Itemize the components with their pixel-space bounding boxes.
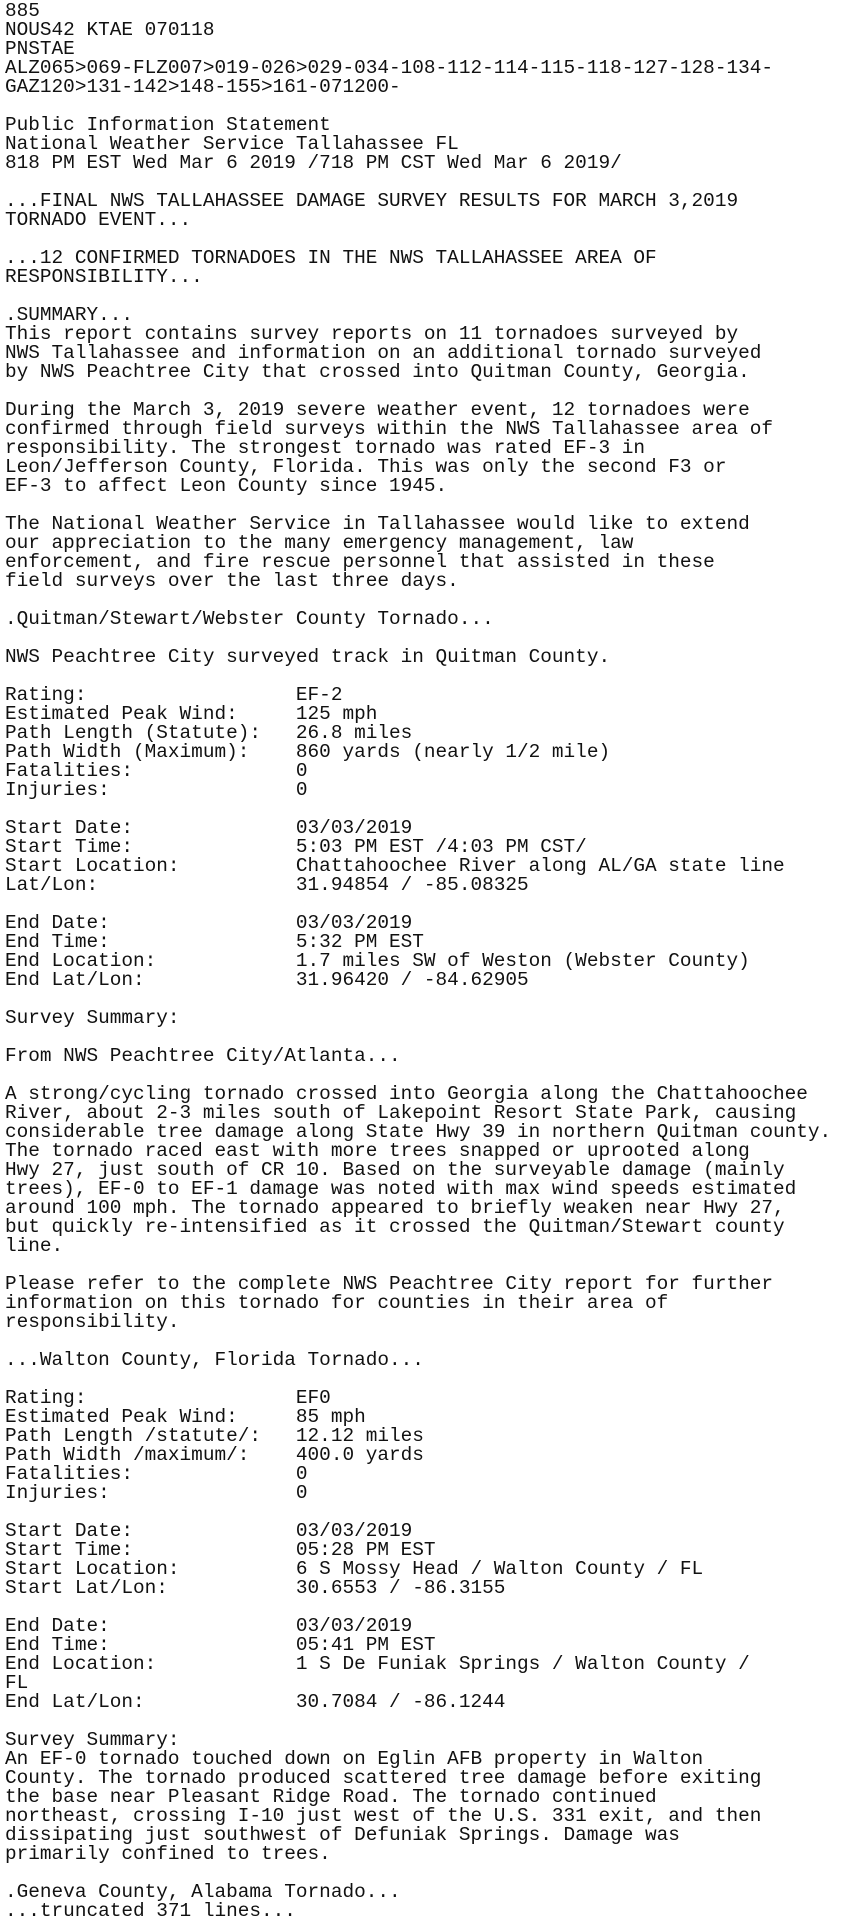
text-line: Rating: EF-2 <box>5 684 343 706</box>
text-line: Please refer to the complete NWS Peachtree City report for further <box>5 1273 773 1295</box>
text-line: considerable tree damage along State Hwy 39 in northern Quitman county. <box>5 1121 832 1143</box>
text-line: Survey Summary: <box>5 1729 180 1751</box>
text-line: trees), EF-0 to EF-1 damage was noted with max wind speeds estimated <box>5 1178 797 1200</box>
text-line: Start Lat/Lon: 30.6553 / -86.3155 <box>5 1577 506 1599</box>
text-line: Fatalities: 0 <box>5 760 308 782</box>
text-line: NWS Tallahassee and information on an additional tornado surveyed <box>5 342 762 364</box>
text-line: End Time: 05:41 PM EST <box>5 1634 436 1656</box>
text-line: Start Time: 5:03 PM EST /4:03 PM CST/ <box>5 836 587 858</box>
text-line: End Location: 1.7 miles SW of Weston (Webster County) <box>5 950 750 972</box>
text-line: ...truncated 371 lines... <box>5 1900 296 1918</box>
text-line: responsibility. The strongest tornado was rated EF-3 in <box>5 437 645 459</box>
text-line: .Geneva County, Alabama Tornado... <box>5 1881 401 1903</box>
text-line: FL <box>5 1672 29 1694</box>
text-line: National Weather Service Tallahassee FL <box>5 133 459 155</box>
text-line: PNSTAE <box>5 38 75 60</box>
text-line: This report contains survey reports on 11 tornadoes surveyed by <box>5 323 739 345</box>
text-line: During the March 3, 2019 severe weather event, 12 tornadoes were <box>5 399 750 421</box>
text-line: EF-3 to affect Leon County since 1945. <box>5 475 448 497</box>
text-line: ALZ065>069-FLZ007>019-026>029-034-108-112-114-115-118-127-128-134- <box>5 57 773 79</box>
text-line: Estimated Peak Wind: 85 mph <box>5 1406 366 1428</box>
text-line: Start Date: 03/03/2019 <box>5 817 413 839</box>
text-line: ...Walton County, Florida Tornado... <box>5 1349 424 1371</box>
text-line: 885 <box>5 0 40 22</box>
text-line: TORNADO EVENT... <box>5 209 192 231</box>
text-line: Start Location: 6 S Mossy Head / Walton County / FL <box>5 1558 704 1580</box>
text-line: Injuries: 0 <box>5 1482 308 1504</box>
text-line: NWS Peachtree City surveyed track in Quitman County. <box>5 646 611 668</box>
text-line: .SUMMARY... <box>5 304 133 326</box>
text-line: ...12 CONFIRMED TORNADOES IN THE NWS TALLAHASSEE AREA OF <box>5 247 657 269</box>
text-line: around 100 mph. The tornado appeared to briefly weaken near Hwy 27, <box>5 1197 785 1219</box>
text-line: the base near Pleasant Ridge Road. The tornado continued <box>5 1786 657 1808</box>
text-line: Survey Summary: <box>5 1007 180 1029</box>
text-line: End Date: 03/03/2019 <box>5 1615 413 1637</box>
text-line: responsibility. <box>5 1311 180 1333</box>
text-line: Start Date: 03/03/2019 <box>5 1520 413 1542</box>
text-line: Lat/Lon: 31.94854 / -85.08325 <box>5 874 529 896</box>
text-line: our appreciation to the many emergency management, law <box>5 532 634 554</box>
text-line: but quickly re-intensified as it crossed the Quitman/Stewart county <box>5 1216 785 1238</box>
text-line: Path Width (Maximum): 860 yards (nearly 1/2 mile) <box>5 741 611 763</box>
text-line: enforcement, and fire rescue personnel that assisted in these <box>5 551 715 573</box>
text-line: Path Length /statute/: 12.12 miles <box>5 1425 424 1447</box>
text-line: dissipating just southwest of Defuniak Springs. Damage was <box>5 1824 680 1846</box>
text-line: County. The tornado produced scattered tree damage before exiting <box>5 1767 762 1789</box>
text-line: End Date: 03/03/2019 <box>5 912 413 934</box>
text-line: Estimated Peak Wind: 125 mph <box>5 703 378 725</box>
text-line: The National Weather Service in Tallahassee would like to extend <box>5 513 750 535</box>
text-line: Public Information Statement <box>5 114 331 136</box>
text-line: information on this tornado for counties in their area of <box>5 1292 669 1314</box>
text-line: An EF-0 tornado touched down on Eglin AFB property in Walton <box>5 1748 704 1770</box>
text-line: Fatalities: 0 <box>5 1463 308 1485</box>
text-line: Start Location: Chattahoochee River along AL/GA state line <box>5 855 785 877</box>
text-line: Leon/Jefferson County, Florida. This was only the second F3 or <box>5 456 727 478</box>
text-line: Rating: EF0 <box>5 1387 331 1409</box>
text-line: primarily confined to trees. <box>5 1843 331 1865</box>
text-line: 818 PM EST Wed Mar 6 2019 /718 PM CST Wed Mar 6 2019/ <box>5 152 622 174</box>
text-line: The tornado raced east with more trees snapped or uprooted along <box>5 1140 750 1162</box>
text-line: Path Length (Statute): 26.8 miles <box>5 722 413 744</box>
text-line: A strong/cycling tornado crossed into Georgia along the Chattahoochee <box>5 1083 808 1105</box>
text-line: GAZ120>131-142>148-155>161-071200- <box>5 76 401 98</box>
text-line: End Location: 1 S De Funiak Springs / Walton County / <box>5 1653 750 1675</box>
text-line: by NWS Peachtree City that crossed into Quitman County, Georgia. <box>5 361 750 383</box>
text-line: confirmed through field surveys within the NWS Tallahassee area of <box>5 418 773 440</box>
text-line: Injuries: 0 <box>5 779 308 801</box>
text-line: NOUS42 KTAE 070118 <box>5 19 215 41</box>
text-line: ...FINAL NWS TALLAHASSEE DAMAGE SURVEY RESULTS FOR MARCH 3,2019 <box>5 190 739 212</box>
text-line: End Lat/Lon: 30.7084 / -86.1244 <box>5 1691 506 1713</box>
text-line: .Quitman/Stewart/Webster County Tornado... <box>5 608 494 630</box>
text-line: northeast, crossing I-10 just west of the U.S. 331 exit, and then <box>5 1805 762 1827</box>
text-line: End Time: 5:32 PM EST <box>5 931 424 953</box>
text-line: Start Time: 05:28 PM EST <box>5 1539 436 1561</box>
text-line: line. <box>5 1235 64 1257</box>
text-line: From NWS Peachtree City/Atlanta... <box>5 1045 401 1067</box>
text-line: River, about 2-3 miles south of Lakepoint Resort State Park, causing <box>5 1102 797 1124</box>
text-line: Hwy 27, just south of CR 10. Based on the surveyable damage (mainly <box>5 1159 785 1181</box>
text-line: End Lat/Lon: 31.96420 / -84.62905 <box>5 969 529 991</box>
text-line: field surveys over the last three days. <box>5 570 459 592</box>
text-line: Path Width /maximum/: 400.0 yards <box>5 1444 424 1466</box>
text-line: RESPONSIBILITY... <box>5 266 203 288</box>
